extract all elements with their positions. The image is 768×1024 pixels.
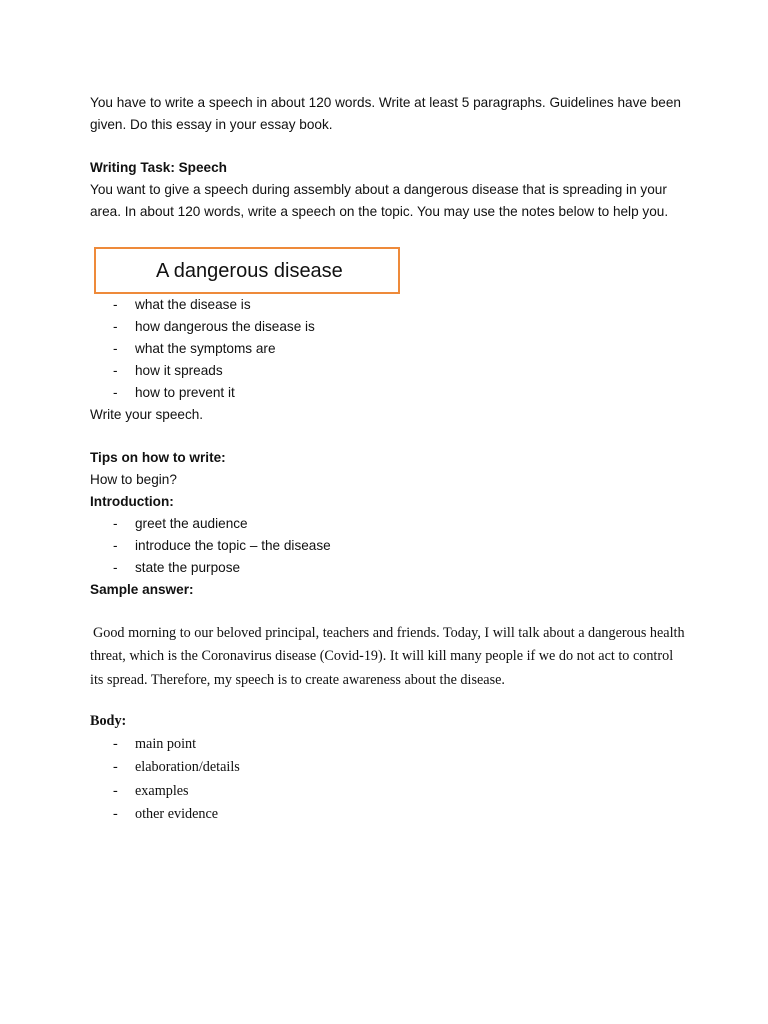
spacer [90,426,690,447]
topic-box [94,247,400,294]
list-item: - how to prevent it [90,382,690,404]
list-item: - elaboration/details [90,756,690,779]
list-item: - other evidence [90,803,690,826]
task-heading: Writing Task: Speech [90,160,227,175]
list-item: - main point [90,733,690,756]
list-item: - what the disease is [90,294,690,316]
task-text: You want to give a speech during assembly about a dangerous disease that is spreading in your area. In about 120 words, write a speech on the topic. You may use the notes below to help you. [90,182,669,219]
introduction-list [90,513,690,579]
list-item: - greet the audience [90,513,690,535]
instructions-intro: You have to write a speech in about 120 words. Write at least 5 paragraphs. Guidelines have been given. Do this essay in your essay book. [90,95,681,132]
list-item: - how dangerous the disease is [90,316,690,338]
tips-question: How to begin? [90,472,177,487]
list-item: - how it spreads [90,360,690,382]
tips-heading: Tips on how to write: [90,450,226,465]
sample-answer-text: Good morning to our beloved principal, teachers and friends. Today, I will talk about a dangerous health threat, which is the Coronavirus disease (Covid-19). It will kill many people if we do not act to control its spread. Therefore, my speech is to create awareness about the disease. [90,625,685,688]
list-item: - introduce the topic – the disease [90,535,690,557]
introduction-heading: Introduction: [90,494,174,509]
spacer [90,136,690,157]
document-page [90,92,690,826]
list-item: - what the symptoms are [90,338,690,360]
write-prompt: Write your speech. [90,407,204,422]
body-list [90,733,690,826]
list-item: - examples [90,780,690,803]
list-item: - state the purpose [90,557,690,579]
body-heading: Body: [90,712,127,729]
sample-answer-heading: Sample answer: [90,582,194,597]
topic-box-title: A dangerous disease [156,259,343,282]
notes-list [90,294,690,404]
